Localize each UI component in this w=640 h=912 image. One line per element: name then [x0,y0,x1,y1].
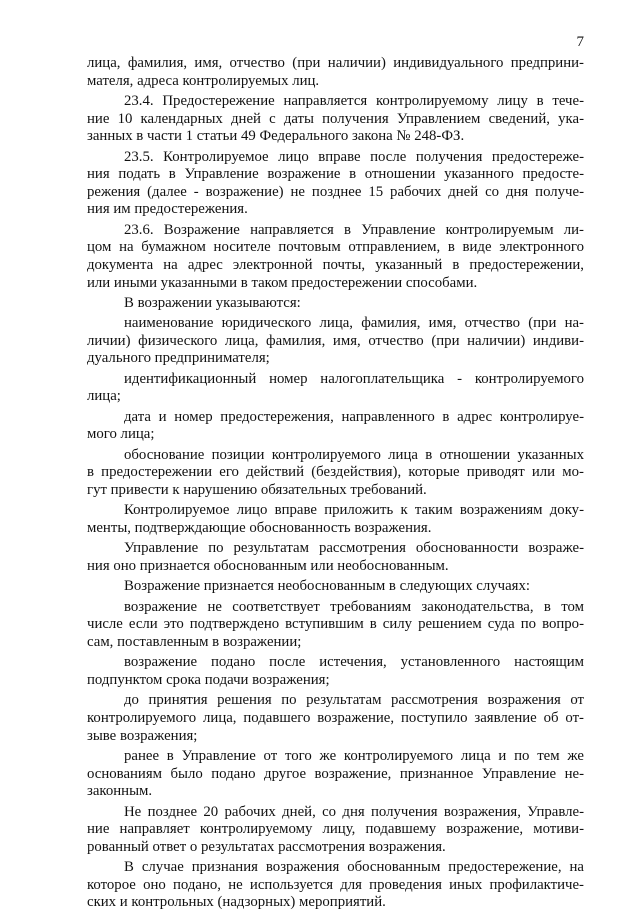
paragraph [87,447,584,500]
text-line: сам, поставленным в возражении; [87,633,302,650]
text-line: ние направляет контролируемому лицу, подавшему возражение, мотиви- [87,821,584,838]
paragraph [87,55,584,90]
text-line: возражение подано после истечения, установленного настоящим [124,654,584,671]
text-line: рованный ответ о результатах рассмотрения возражения. [87,838,446,855]
paragraph [87,502,584,537]
text-line: личии) физического лица, фамилия, имя, отчество (при наличии) индиви- [87,332,584,349]
text-line: цом на бумажном носителе почтовым отправлением, в виде электронного [87,239,584,256]
text-line: Не позднее 20 рабочих дней, со дня получения возражения, Управле- [124,803,584,820]
text-line: гут привести к нарушению обязательных требований. [87,482,427,499]
text-line: контролируемого лица, подавшего возражение, поступило заявление об от- [87,709,584,726]
document-body [87,55,584,912]
paragraph [87,93,584,146]
paragraph [87,222,584,292]
page-number: 7 [576,34,584,50]
text-line: ния подать в Управление возражение в отношении указанного предосте- [87,166,584,183]
text-line: 23.6. Возражение направляется в Управление контролируемым ли- [124,221,584,238]
paragraph [87,804,584,857]
text-line: числе если это подтверждено вступившим в силу решением суда по вопро- [87,616,584,633]
paragraph [87,409,584,444]
text-line: документа на адрес электронной почты, указанный в предостережении, [87,256,584,273]
text-line: дата и номер предостережения, направленного в адрес контролируе- [124,408,584,425]
paragraph [87,859,584,912]
text-line: ранее в Управление от того же контролируемого лица и по тем же [124,747,584,764]
paragraph [87,540,584,575]
text-line: законным. [87,783,153,800]
text-line: подпунктом срока подачи возражения; [87,671,330,688]
text-line: возражение не соответствует требованиям законодательства, в том [124,598,584,615]
text-line: зыве возражения; [87,727,198,744]
paragraph [87,692,584,745]
text-line: Управление по результатам рассмотрения обоснованности возраже- [124,540,584,557]
paragraph [87,149,584,219]
text-line: ния оно признается обоснованным или необоснованным. [87,558,449,574]
text-line: лица, фамилия, имя, отчество (при наличии) индивидуального предприни- [87,55,584,71]
text-line: наименование юридического лица, фамилия, имя, отчество (при на- [124,315,584,332]
text-line: В возражении указываются: [124,294,301,311]
text-line: ния им предостережения. [87,201,248,218]
text-line: лица; [87,388,121,405]
text-line: мателя, адреса контролируемых лиц. [87,72,320,89]
text-line: В случае признания возражения обоснованным предостережение, на [124,859,584,876]
text-line: обоснование позиции контролируемого лица в отношении указанных [124,446,584,463]
paragraph [87,315,584,368]
text-line: ских и контрольных (надзорных) мероприятий. [87,894,386,911]
text-line: Контролируемое лицо вправе приложить к таким возражениям доку- [124,502,584,519]
text-line: Возражение признается необоснованным в следующих случаях: [124,578,530,595]
text-line: которое оно подано, не используется для проведения иных профилактиче- [87,876,584,893]
paragraph [87,295,584,313]
text-line: ние 10 календарных дней с даты получения Управлением сведений, ука- [87,110,584,127]
text-line: 23.4. Предостережение направляется контролируемому лицу в тече- [124,92,584,109]
text-line: менты, подтверждающие обоснованность возражения. [87,520,432,537]
text-line: идентификационный номер налогоплательщика - контролируемого [124,370,584,387]
text-line: дуального предпринимателя; [87,350,270,367]
text-line: занных в части 1 статьи 49 Федерального закона № 248-ФЗ. [87,128,465,145]
text-line: основаниям было подано другое возражение, признанное Управление не- [87,765,584,782]
text-line: или иными указанными в таком предостережении способами. [87,274,478,291]
text-line: в предостережении его действий (бездействия), которые приводят или мо- [87,464,584,481]
text-line: до принятия решения по результатам рассмотрения возражения от [124,692,584,709]
text-line: мого лица; [87,426,155,443]
paragraph [87,654,584,689]
paragraph [87,371,584,406]
text-line: 23.5. Контролируемое лицо вправе после получения предостереже- [124,148,584,165]
paragraph [87,578,584,596]
paragraph [87,748,584,801]
text-line: режения (далее - возражение) не позднее 15 рабочих дней со дня получе- [87,183,584,200]
paragraph [87,599,584,652]
